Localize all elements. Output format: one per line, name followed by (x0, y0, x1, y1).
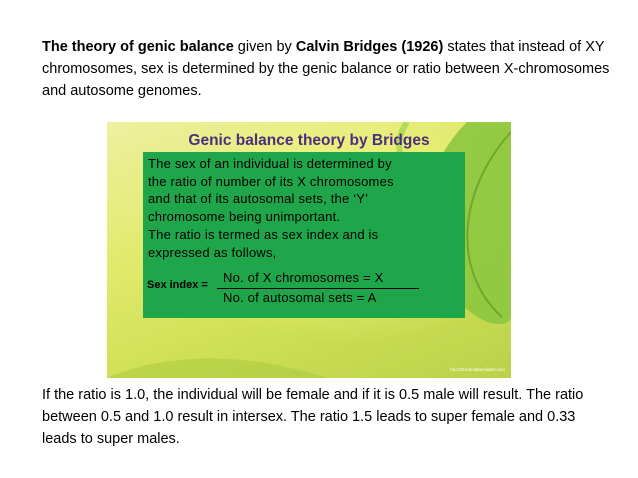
intro-text-statement: states that instead of XY chromosomes, sex is determined by the genic balance or ratio between X-chromosomes and autosome genomes. (42, 39, 610, 99)
definition-line: The ratio is termed as sex index and is (148, 226, 379, 242)
formula-denominator: No. of autosomal sets = A (223, 290, 377, 305)
definition-line: expressed as follows, (148, 244, 277, 260)
intro-bold-theory: The theory of genic balance (42, 39, 234, 55)
fraction-bar (217, 288, 419, 289)
definition-line: chromosome being unimportant. (148, 209, 341, 225)
definition-text (148, 155, 463, 261)
definition-line: and that of its autosomal sets, the ‘Y’ (148, 191, 369, 207)
image-watermark: hd.1001christianclipart.com (450, 367, 505, 372)
sex-index-label: Sex index = (147, 279, 208, 291)
genic-balance-figure (107, 122, 511, 378)
intro-paragraph (42, 36, 612, 102)
definition-line: the ratio of number of its X chromosomes (148, 173, 394, 189)
formula-numerator: No. of X chromosomes = X (223, 270, 384, 285)
intro-text-given-by: given by (233, 39, 296, 55)
intro-bold-author: Calvin Bridges (1926) (295, 39, 444, 55)
outro-paragraph: If the ratio is 1.0, the individual will be female and if it is 0.5 male will result. The ratio between 0.5 and 1.0 result in intersex. The ratio 1.5 leads to super female and 0.33 leads to super males. (42, 387, 584, 447)
figure-title: Genic balance theory by Bridges (188, 132, 430, 149)
definition-box (143, 152, 465, 318)
definition-line: The sex of an individual is determined by (148, 156, 392, 171)
